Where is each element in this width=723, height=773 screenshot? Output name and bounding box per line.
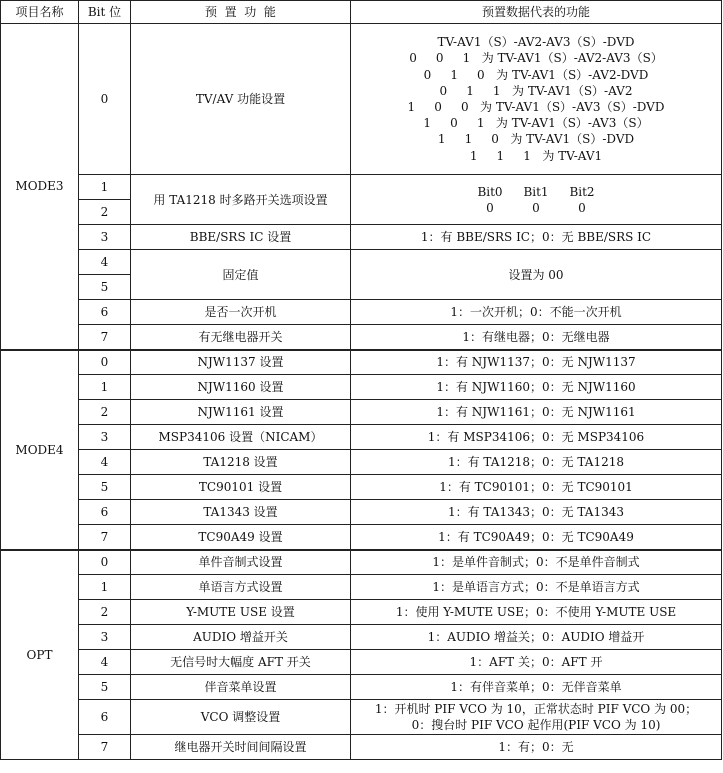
description-line: 0：搜台时 PIF VCO 起作用(PIF VCO 为 10) bbox=[411, 718, 661, 732]
bit-cell: 0 bbox=[79, 24, 131, 175]
function-cell: NJW1137 设置 bbox=[131, 350, 351, 375]
table-row bbox=[1, 175, 722, 200]
table-row bbox=[1, 700, 722, 735]
description-cell: 1：是单件音制式；0：不是单件音制式 bbox=[351, 550, 722, 575]
table-row bbox=[1, 375, 722, 400]
table-row bbox=[1, 550, 722, 575]
function-cell: Y-MUTE USE 设置 bbox=[131, 600, 351, 625]
description-cell: 1：有 TA1343；0：无 TA1343 bbox=[351, 500, 722, 525]
function-cell: TC90A49 设置 bbox=[131, 525, 351, 550]
table-row bbox=[1, 650, 722, 675]
bit-value: 0 bbox=[578, 200, 586, 215]
table-row bbox=[1, 400, 722, 425]
bit-cell: 6 bbox=[79, 300, 131, 325]
function-cell: 单语言方式设置 bbox=[131, 575, 351, 600]
tvav-line: 1 1 1 为 TV-AV1 bbox=[469, 148, 603, 163]
table-row bbox=[1, 450, 722, 475]
function-cell: TV/AV 功能设置 bbox=[131, 24, 351, 175]
description-cell: 1：有 NJW1160；0：无 NJW1160 bbox=[351, 375, 722, 400]
table-row bbox=[1, 225, 722, 250]
bit-cell: 1 bbox=[79, 175, 131, 200]
table-row bbox=[1, 300, 722, 325]
description-line: 1：开机时 PIF VCO 为 10，正常状态时 PIF VCO 为 00； bbox=[374, 702, 698, 716]
bit-cell: 3 bbox=[79, 425, 131, 450]
description-cell: 1：AUDIO 增益关；0：AUDIO 增益开 bbox=[351, 625, 722, 650]
header-description: 预置数据代表的功能 bbox=[351, 1, 722, 24]
bit-value: 0 bbox=[486, 200, 494, 215]
bit-cell: 2 bbox=[79, 600, 131, 625]
description-cell: 1：有 MSP34106；0：无 MSP34106 bbox=[351, 425, 722, 450]
tvav-line: TV-AV1（S）-AV2-AV3（S）-DVD bbox=[437, 35, 635, 50]
table-row bbox=[1, 250, 722, 275]
description-cell: 1：有 TC90101；0：无 TC90101 bbox=[351, 475, 722, 500]
header-row bbox=[1, 1, 722, 24]
bit-cell: 5 bbox=[79, 475, 131, 500]
tvav-line: 1 0 1 为 TV-AV1（S）-AV3（S） bbox=[423, 116, 649, 131]
bit-value: 0 bbox=[532, 200, 540, 215]
table-row bbox=[1, 475, 722, 500]
function-cell: 固定值 bbox=[131, 250, 351, 300]
function-cell: TC90101 设置 bbox=[131, 475, 351, 500]
tvav-line: 1 1 0 为 TV-AV1（S）-DVD bbox=[437, 132, 635, 147]
table-row bbox=[1, 24, 722, 175]
function-cell: 单件音制式设置 bbox=[131, 550, 351, 575]
table-row bbox=[1, 735, 722, 760]
bit-head: Bit2 bbox=[569, 184, 595, 199]
tvav-line: 1 0 0 为 TV-AV1（S）-AV3（S）-DVD bbox=[407, 100, 665, 114]
description-cell: 1：有继电器；0：无继电器 bbox=[351, 325, 722, 350]
description-cell: 1：有 TC90A49；0：无 TC90A49 bbox=[351, 525, 722, 550]
function-cell: BBE/SRS IC 设置 bbox=[131, 225, 351, 250]
description-cell: 1：有 NJW1137；0：无 NJW1137 bbox=[351, 350, 722, 375]
table-row bbox=[1, 500, 722, 525]
description-cell: 1：AFT 关；0：AFT 开 bbox=[351, 650, 722, 675]
function-cell: NJW1160 设置 bbox=[131, 375, 351, 400]
function-cell: 是否一次开机 bbox=[131, 300, 351, 325]
description-cell: 1：有 NJW1161；0：无 NJW1161 bbox=[351, 400, 722, 425]
bit-cell: 3 bbox=[79, 625, 131, 650]
function-cell: 伴音菜单设置 bbox=[131, 675, 351, 700]
header-bit: Bit 位 bbox=[79, 1, 131, 24]
bit-cell: 5 bbox=[79, 675, 131, 700]
description-cell: 1：使用 Y-MUTE USE；0：不使用 Y-MUTE USE bbox=[351, 600, 722, 625]
header-function: 预 置 功 能 bbox=[131, 1, 351, 24]
tvav-description bbox=[351, 24, 722, 175]
table-row bbox=[1, 625, 722, 650]
bit-cell: 0 bbox=[79, 550, 131, 575]
bit-cell: 7 bbox=[79, 325, 131, 350]
tvav-line: 0 1 1 为 TV-AV1（S）-AV2 bbox=[439, 83, 633, 98]
bit-values bbox=[467, 200, 605, 216]
tvav-line: 0 0 1 为 TV-AV1（S）-AV2-AV3（S） bbox=[409, 51, 663, 66]
function-cell: TA1218 设置 bbox=[131, 450, 351, 475]
function-cell: NJW1161 设置 bbox=[131, 400, 351, 425]
function-cell: VCO 调整设置 bbox=[131, 700, 351, 735]
description-cell bbox=[351, 700, 722, 735]
table-row bbox=[1, 575, 722, 600]
bit-cell: 0 bbox=[79, 350, 131, 375]
bit-cell: 4 bbox=[79, 650, 131, 675]
bit-cell: 2 bbox=[79, 400, 131, 425]
bit-cell: 1 bbox=[79, 575, 131, 600]
group-name-mode3: MODE3 bbox=[1, 24, 79, 350]
bit-cell: 7 bbox=[79, 735, 131, 760]
group-name-opt: OPT bbox=[1, 550, 79, 760]
table-row bbox=[1, 350, 722, 375]
bit-cell: 7 bbox=[79, 525, 131, 550]
header-name: 项目名称 bbox=[1, 1, 79, 24]
bit-cell: 2 bbox=[79, 200, 131, 225]
function-cell: 用 TA1218 时多路开关选项设置 bbox=[131, 175, 351, 225]
bit-cell: 4 bbox=[79, 250, 131, 275]
bit-cell: 4 bbox=[79, 450, 131, 475]
tvav-line: 0 1 0 为 TV-AV1（S）-AV2-DVD bbox=[423, 67, 649, 82]
bit-cell: 3 bbox=[79, 225, 131, 250]
bit-cell: 6 bbox=[79, 500, 131, 525]
description-cell: 1：是单语言方式；0：不是单语言方式 bbox=[351, 575, 722, 600]
function-cell: 继电器开关时间间隔设置 bbox=[131, 735, 351, 760]
function-cell: TA1343 设置 bbox=[131, 500, 351, 525]
bit-head: Bit0 bbox=[477, 184, 503, 199]
bit-cell: 5 bbox=[79, 275, 131, 300]
description-cell: 1：一次开机；0：不能一次开机 bbox=[351, 300, 722, 325]
description-cell: 设置为 00 bbox=[351, 250, 722, 300]
table-row bbox=[1, 325, 722, 350]
description-cell: 1：有 TA1218；0：无 TA1218 bbox=[351, 450, 722, 475]
description-cell: 1：有伴音菜单；0：无伴音菜单 bbox=[351, 675, 722, 700]
function-cell: AUDIO 增益开关 bbox=[131, 625, 351, 650]
bit-cell: 1 bbox=[79, 375, 131, 400]
function-cell: MSP34106 设置（NICAM） bbox=[131, 425, 351, 450]
table-row bbox=[1, 600, 722, 625]
table-row bbox=[1, 425, 722, 450]
function-cell: 无信号时大幅度 AFT 开关 bbox=[131, 650, 351, 675]
table-row bbox=[1, 525, 722, 550]
table-row bbox=[1, 675, 722, 700]
bit-cell: 6 bbox=[79, 700, 131, 735]
bit-table-description bbox=[351, 175, 722, 225]
bit-heads bbox=[467, 184, 605, 200]
description-cell: 1：有 BBE/SRS IC；0：无 BBE/SRS IC bbox=[351, 225, 722, 250]
group-name-mode4: MODE4 bbox=[1, 350, 79, 550]
description-cell: 1：有；0：无 bbox=[351, 735, 722, 760]
function-cell: 有无继电器开关 bbox=[131, 325, 351, 350]
bit-head: Bit1 bbox=[523, 184, 549, 199]
